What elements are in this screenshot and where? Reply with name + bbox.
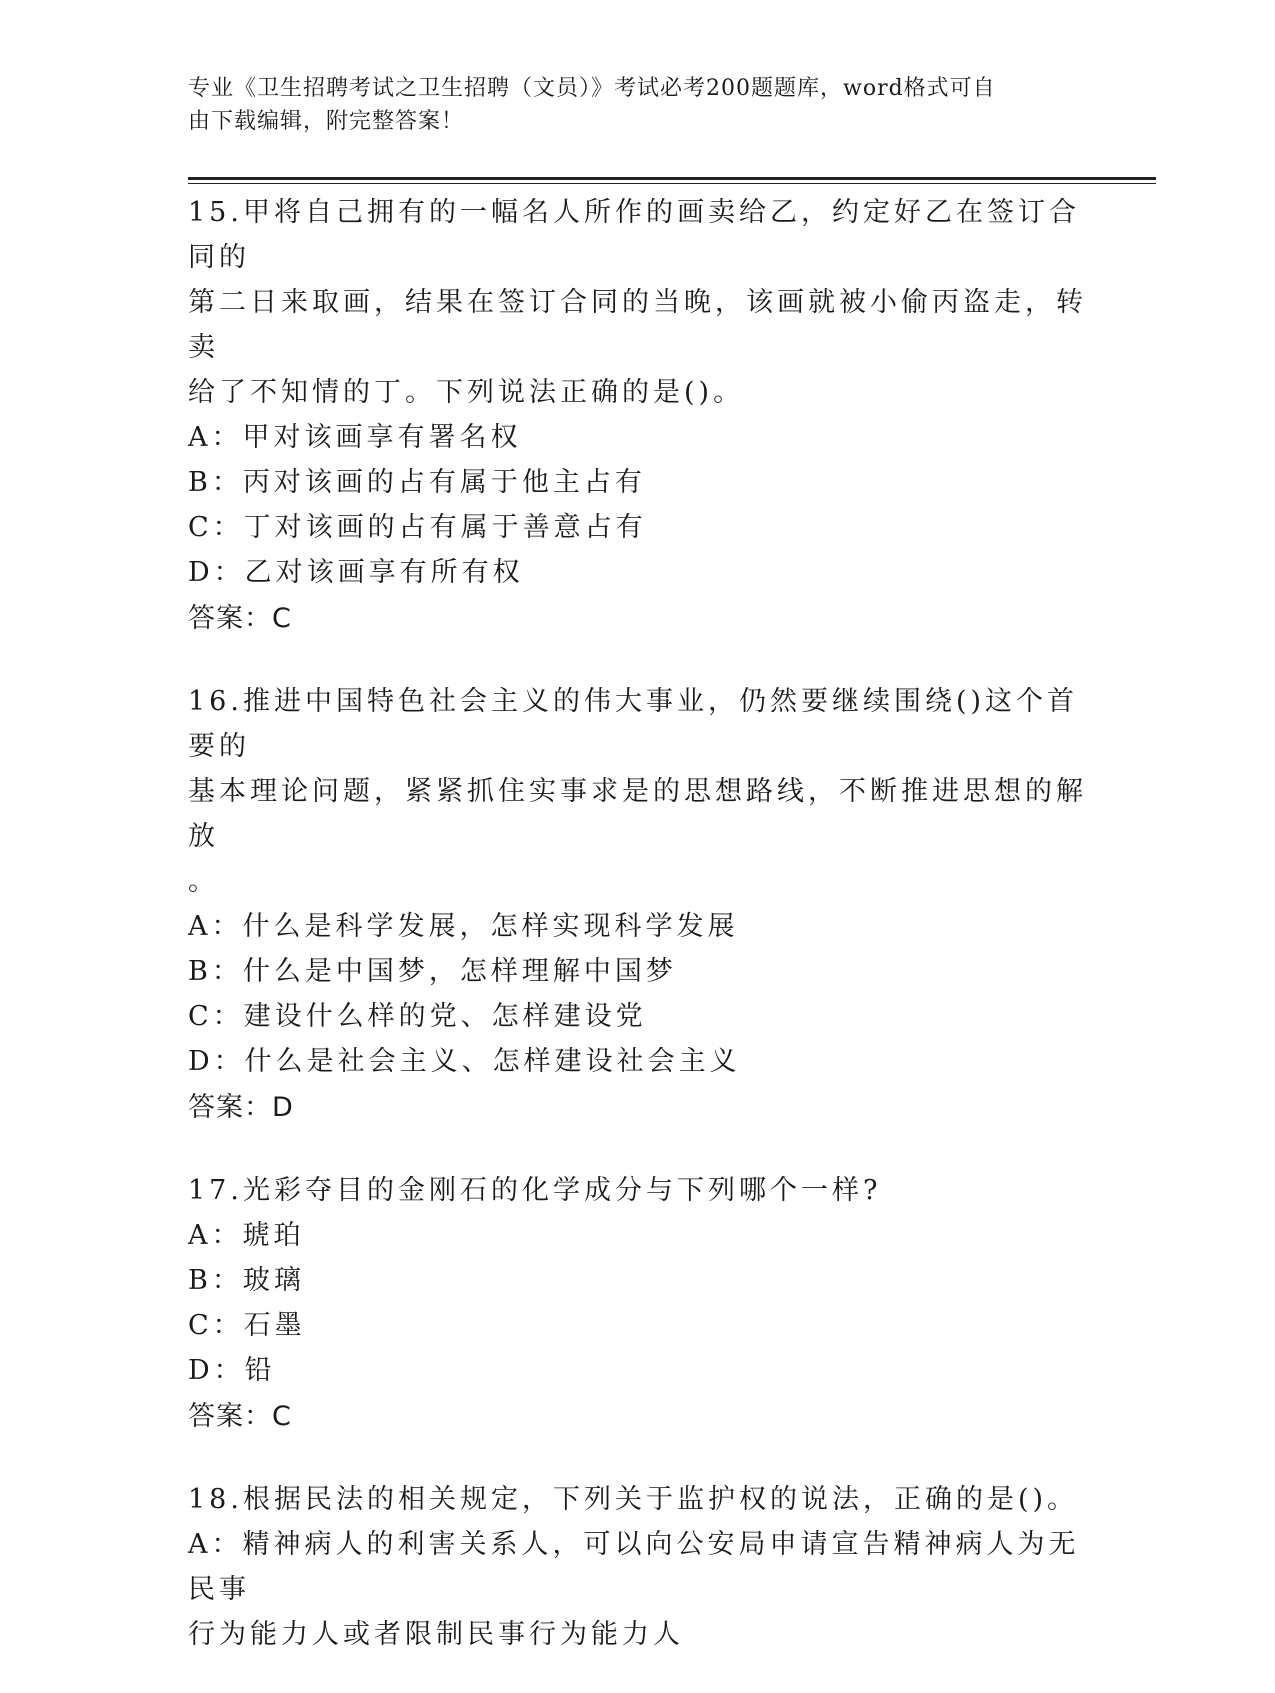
question-text-line: 18.根据民法的相关规定，下列关于监护权的说法，正确的是()。 xyxy=(188,1484,1079,1515)
question-text-line: 15.甲将自己拥有的一幅名人所作的画卖给乙，约定好乙在签订合同的 xyxy=(188,197,1080,273)
option-a: A：精神病人的利害关系人，可以向公安局申请宣告精神病人为无民事 xyxy=(188,1529,1080,1605)
header-rule-thin xyxy=(188,183,1156,184)
question-text-line: 17.光彩夺目的金刚石的化学成分与下列哪个一样? xyxy=(188,1175,882,1206)
question-text-line: 。 xyxy=(188,866,219,897)
option-a: A：琥珀 xyxy=(188,1220,305,1251)
option-c: C：石墨 xyxy=(188,1310,306,1341)
question-18 xyxy=(188,1477,1088,1657)
option-d: D：乙对该画享有所有权 xyxy=(188,557,524,588)
option-a-continued: 行为能力人或者限制民事行为能力人 xyxy=(188,1619,684,1650)
option-a: A：甲对该画享有署名权 xyxy=(188,422,522,453)
option-d: D：什么是社会主义、怎样建设社会主义 xyxy=(188,1046,741,1077)
question-text-line: 16.推进中国特色社会主义的伟大事业，仍然要继续围绕()这个首要的 xyxy=(188,686,1079,762)
question-text-line: 给了不知情的丁。下列说法正确的是()。 xyxy=(188,377,745,408)
option-b: B：玻璃 xyxy=(188,1265,305,1296)
option-c: C：丁对该画的占有属于善意占有 xyxy=(188,512,647,543)
option-b: B：什么是中国梦，怎样理解中国梦 xyxy=(188,956,677,987)
document-header xyxy=(188,72,1088,138)
question-text-line: 基本理论问题，紧紧抓住实事求是的思想路线，不断推进思想的解放 xyxy=(188,776,1087,852)
question-16 xyxy=(188,679,1088,1132)
option-c: C：建设什么样的党、怎样建设党 xyxy=(188,1001,647,1032)
header-line-1: 专业《卫生招聘考试之卫生招聘（文员）》考试必考200题题库，word格式可自 xyxy=(188,76,996,101)
answer-label: 答案：C xyxy=(188,1401,292,1432)
answer-label: 答案：C xyxy=(188,603,292,634)
header-line-2: 由下载编辑，附完整答案！ xyxy=(188,109,465,134)
header-rule-thick xyxy=(188,177,1156,180)
answer-label: 答案：D xyxy=(188,1092,294,1123)
option-a: A：什么是科学发展，怎样实现科学发展 xyxy=(188,911,739,942)
question-15 xyxy=(188,190,1088,643)
question-17 xyxy=(188,1168,1088,1441)
question-text-line: 第二日来取画，结果在签订合同的当晚，该画就被小偷丙盗走，转卖 xyxy=(188,287,1087,363)
option-b: B：丙对该画的占有属于他主占有 xyxy=(188,467,646,498)
option-d: D：铅 xyxy=(188,1355,276,1386)
question-list xyxy=(188,190,1088,1693)
